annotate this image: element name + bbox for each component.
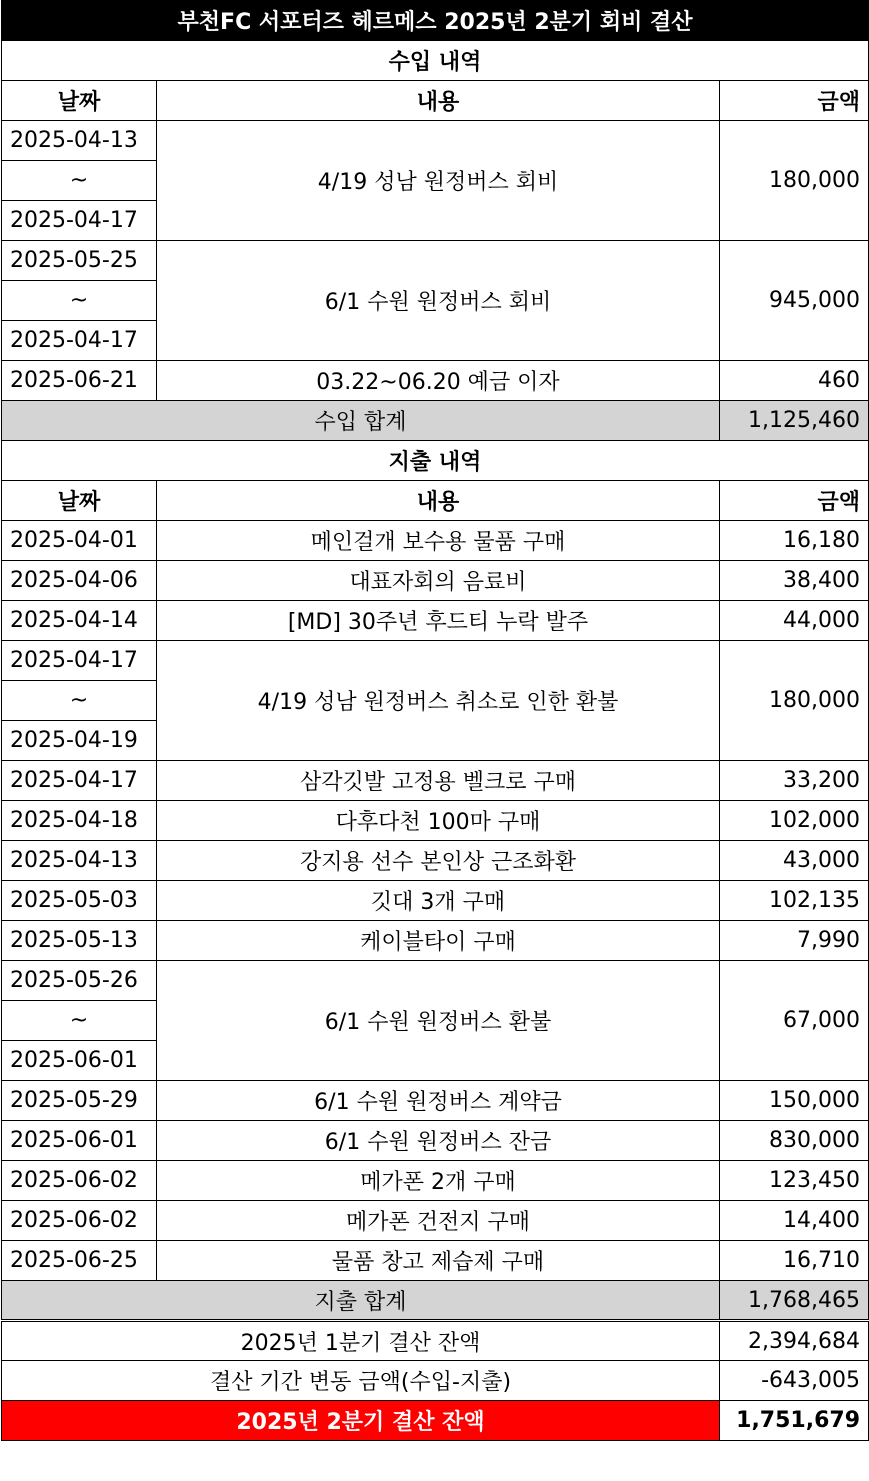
expense-total-row [2,1281,869,1321]
date-cell: 2025-04-18 [2,801,157,841]
table-row [2,121,869,161]
income-total-row [2,401,869,441]
column-header-amount: 금액 [720,81,869,121]
date-cell: 2025-06-01 [2,1121,157,1161]
date-start-cell: 2025-04-17 [2,641,157,681]
column-header-desc: 내용 [157,481,720,521]
income-header-row [2,81,869,121]
description-cell: 6/1 수원 원정버스 회비 [157,241,720,361]
table-row [2,521,869,561]
column-header-amount: 금액 [720,481,869,521]
column-header-date: 날짜 [2,481,157,521]
date-start-cell: 2025-05-26 [2,961,157,1001]
income-total-label: 수입 합계 [2,401,720,441]
description-cell: 케이블타이 구매 [157,921,720,961]
date-cell: 2025-04-06 [2,561,157,601]
date-cell: 2025-04-14 [2,601,157,641]
date-range-tilde: ~ [2,681,157,721]
prev-balance-label: 2025년 1분기 결산 잔액 [2,1321,720,1361]
description-cell: 6/1 수원 원정버스 잔금 [157,1121,720,1161]
amount-cell: 38,400 [720,561,869,601]
description-cell: 4/19 성남 원정버스 취소로 인한 환불 [157,641,720,761]
expense-header-row [2,481,869,521]
date-cell: 2025-06-02 [2,1201,157,1241]
change-amount: -643,005 [720,1361,869,1401]
date-cell: 2025-04-13 [2,841,157,881]
column-header-desc: 내용 [157,81,720,121]
description-cell: 메가폰 2개 구매 [157,1161,720,1201]
description-cell: 6/1 수원 원정버스 계약금 [157,1081,720,1121]
table-row [2,761,869,801]
amount-cell: 180,000 [720,641,869,761]
description-cell: 메가폰 건전지 구매 [157,1201,720,1241]
change-label: 결산 기간 변동 금액(수입-지출) [2,1361,720,1401]
amount-cell: 460 [720,361,869,401]
change-row [2,1361,869,1401]
description-cell: [MD] 30주년 후드티 누락 발주 [157,601,720,641]
amount-cell: 14,400 [720,1201,869,1241]
amount-cell: 16,710 [720,1241,869,1281]
page-title: 부천FC 서포터즈 헤르메스 2025년 2분기 회비 결산 [2,1,869,41]
date-start-cell: 2025-04-13 [2,121,157,161]
date-end-cell: 2025-04-17 [2,321,157,361]
date-end-cell: 2025-04-19 [2,721,157,761]
amount-cell: 150,000 [720,1081,869,1121]
table-row [2,561,869,601]
table-row [2,1161,869,1201]
description-cell: 삼각깃발 고정용 벨크로 구매 [157,761,720,801]
date-cell: 2025-04-17 [2,761,157,801]
amount-cell: 33,200 [720,761,869,801]
date-end-cell: 2025-06-01 [2,1041,157,1081]
table-row [2,801,869,841]
description-cell: 4/19 성남 원정버스 회비 [157,121,720,241]
amount-cell: 945,000 [720,241,869,361]
column-header-date: 날짜 [2,81,157,121]
prev-balance-row [2,1321,869,1361]
description-cell: 다후다천 100마 구매 [157,801,720,841]
amount-cell: 102,000 [720,801,869,841]
description-cell: 03.22~06.20 예금 이자 [157,361,720,401]
date-start-cell: 2025-05-25 [2,241,157,281]
table-row [2,641,869,681]
table-row [2,1081,869,1121]
table-row [2,601,869,641]
date-cell: 2025-05-29 [2,1081,157,1121]
table-row [2,1241,869,1281]
date-cell: 2025-06-25 [2,1241,157,1281]
date-end-cell: 2025-04-17 [2,201,157,241]
income-total-amount: 1,125,460 [720,401,869,441]
table-row [2,1201,869,1241]
date-cell: 2025-05-03 [2,881,157,921]
expense-total-amount: 1,768,465 [720,1281,869,1321]
date-range-tilde: ~ [2,281,157,321]
table-row [2,961,869,1001]
date-cell: 2025-06-02 [2,1161,157,1201]
expense-section-row [2,441,869,481]
expense-total-label: 지출 합계 [2,1281,720,1321]
final-balance-row [2,1401,869,1441]
amount-cell: 7,990 [720,921,869,961]
date-cell: 2025-06-21 [2,361,157,401]
date-range-tilde: ~ [2,161,157,201]
expense-section-label: 지출 내역 [2,441,869,481]
amount-cell: 180,000 [720,121,869,241]
income-section-row [2,41,869,81]
amount-cell: 44,000 [720,601,869,641]
table-row [2,921,869,961]
description-cell: 물품 창고 제습제 구매 [157,1241,720,1281]
table-row [2,1121,869,1161]
title-row [2,1,869,41]
final-balance-amount: 1,751,679 [720,1401,869,1441]
amount-cell: 123,450 [720,1161,869,1201]
amount-cell: 102,135 [720,881,869,921]
table-row [2,881,869,921]
date-range-tilde: ~ [2,1001,157,1041]
amount-cell: 830,000 [720,1121,869,1161]
amount-cell: 67,000 [720,961,869,1081]
description-cell: 깃대 3개 구매 [157,881,720,921]
description-cell: 메인걸개 보수용 물품 구매 [157,521,720,561]
table-row [2,361,869,401]
amount-cell: 43,000 [720,841,869,881]
income-section-label: 수입 내역 [2,41,869,81]
settlement-table [1,0,869,1441]
amount-cell: 16,180 [720,521,869,561]
description-cell: 강지용 선수 본인상 근조화환 [157,841,720,881]
date-cell: 2025-05-13 [2,921,157,961]
table-row [2,241,869,281]
description-cell: 대표자회의 음료비 [157,561,720,601]
final-balance-label: 2025년 2분기 결산 잔액 [2,1401,720,1441]
description-cell: 6/1 수원 원정버스 환불 [157,961,720,1081]
date-cell: 2025-04-01 [2,521,157,561]
prev-balance-amount: 2,394,684 [720,1321,869,1361]
table-row [2,841,869,881]
